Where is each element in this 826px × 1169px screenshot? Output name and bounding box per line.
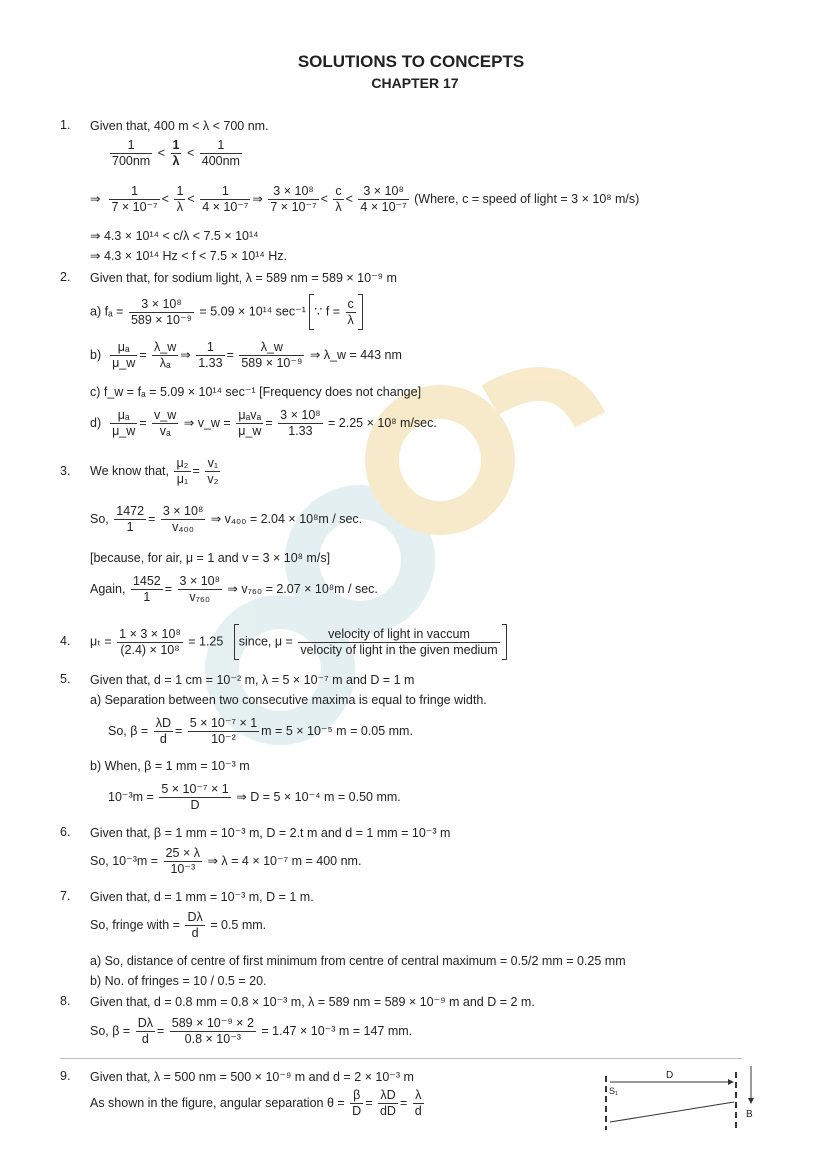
figure-D-arrow-head [728, 1079, 734, 1085]
figure-B-arrow-head [748, 1098, 754, 1104]
problem-3-because: [because, for air, μ = 1 and v = 3 × 10⁸ m/s] [90, 551, 331, 565]
problem-number: 5. [60, 672, 71, 686]
problem-9-shown: As shown in the figure, angular separation θ = $\frac{\beta}{D}$ = $\frac{\lambda D}{dD}$ = $\frac{\lambda}{d}$ [90, 1088, 422, 1118]
problem-number: 8. [60, 994, 71, 1008]
figure-label-S1: S₁ [609, 1086, 619, 1096]
problem-8-given: Given that, d = 0.8 mm = 0.8 × 10⁻³ m, λ = 589 nm = 589 × 10⁻⁹ m and D = 2 m. [90, 995, 535, 1009]
problem-6-given: Given that, β = 1 mm = 10⁻³ m, D = 2.t m and d = 1 mm = 10⁻³ m [90, 826, 451, 840]
figure-label-D: D [666, 1070, 674, 1081]
problem-7-a: a) So, distance of centre of first minimum from centre of central maximum = 0.5/2 mm = 0.25 mm [90, 954, 626, 968]
problem-2-c: c) f_w = fₐ = 5.09 × 10¹⁴ sec⁻¹ [Frequency does not change] [90, 385, 422, 399]
problem-number: 6. [60, 825, 71, 839]
figure-label-B: B [746, 1109, 753, 1120]
problem-6-so: So, 10⁻³m = $\frac{25 \times \lambda}{\text{10⁻³}}$ ⇒ λ = 4 × 10⁻⁷ m = 400 nm. [90, 846, 362, 876]
problem-5-so: So, β = $\frac{\lambda D}{d}$ = $\frac{\text{5 × 10⁻⁷ × 1}}{\text{10⁻²}}$ m = 5 × 10⁻⁵ m = 0.05 mm. [108, 716, 413, 746]
problem-number: 2. [60, 270, 71, 284]
problem-3-again: Again, $\frac{1452}{1}$ = $\frac{\text{3 × 10⁸}}{\text{v₇₆₀}}$ ⇒ v₇₆₀ = 2.07 × 10⁸m / sec. [90, 574, 378, 604]
divider [60, 1058, 742, 1059]
figure-ray [610, 1102, 734, 1122]
problem-3-so: So, $\frac{1472}{1}$ = $\frac{\text{3 × 10⁸}}{\text{v₄₀₀}}$ ⇒ v₄₀₀ = 2.04 × 10⁸m / sec. [90, 504, 363, 534]
problem-7-given: Given that, d = 1 mm = 10⁻³ m, D = 1 m. [90, 890, 314, 904]
problem-7-so: So, fringe with = $\frac{D\lambda}{d}$ = 0.5 mm. [90, 910, 267, 940]
page-title: SOLUTIONS TO CONCEPTS [297, 52, 525, 71]
problem-2-b: b) $\frac{\text{μₐ}}{\mu\_w}$ = $\frac{\lambda\_w}{\text{λₐ}}$ ⇒ $\frac{1}{1.33}$ = $\frac{\lambda\_w}{\text{589 × 10⁻⁹}}$ ⇒ λ_w = 443 nm [90, 340, 402, 370]
problem-2-given: Given that, for sodium light, λ = 589 nm = 589 × 10⁻⁹ m [90, 271, 397, 285]
problem-5-b: b) When, β = 1 mm = 10⁻³ m [90, 759, 250, 773]
problem-2-a: a) fₐ = $\frac{\text{3 × 10⁸}}{\text{589 × 10⁻⁹}}$ = 5.09 × 10¹⁴ sec⁻¹ ∵ f = $\frac{c}{\lambda}$ [90, 294, 363, 330]
problem-number: 7. [60, 889, 71, 903]
problem-3-know: We know that, $\frac{\text{μ₂}}{\text{μ₁}}$ = $\frac{\text{v₁}}{\text{v₂}}$ [90, 456, 219, 486]
problem-1-inequality: $\frac{1}{700nm}$ < $\frac{1}{\lambda}$ < $\frac{1}{400nm}$ [112, 138, 240, 168]
problem-7-b: b) No. of fringes = 10 / 0.5 = 20. [90, 974, 267, 988]
interference-figure [600, 1062, 780, 1132]
problem-1-given: Given that, 400 m < λ < 700 nm. [90, 119, 269, 133]
problem-number: 3. [60, 464, 71, 478]
problem-5-b-calc: 10⁻³m = $\frac{\text{5 × 10⁻⁷ × 1}}{D}$ ⇒ D = 5 × 10⁻⁴ m = 0.50 mm. [108, 782, 401, 812]
watermark-arc [490, 384, 590, 420]
problem-4-equation: μₜ = $\frac{\text{1 × 3 × 10⁸}}{\text{(2.4) × 10⁸}}$ = 1.25 since, μ = velocity of light in vaccum velocity of light in the given medium [90, 624, 507, 660]
problem-number: 9. [60, 1069, 71, 1083]
problem-8-so: So, β = $\frac{D\lambda}{d}$ = $\frac{\text{589 × 10⁻⁹ × 2}}{\text{0.8 × 10⁻³}}$ = 1.47 × 10⁻³ m = 147 mm. [90, 1016, 413, 1046]
problem-number: 1. [60, 118, 71, 132]
problem-5-a: a) Separation between two consecutive maxima is equal to fringe width. [90, 693, 487, 707]
problem-1-step-4: ⇒ 4.3 × 10¹⁴ Hz < f < 7.5 × 10¹⁴ Hz. [90, 249, 288, 263]
problem-2-d: d) $\frac{\text{μₐ}}{\mu\_w}$ = $\frac{v\_w}{\text{vₐ}}$ ⇒ v_w = μₐvₐ μ_w = $\frac{\text{3 × 10⁸}}{1.33}$ = 2.25 × 10⁸ m/sec. [90, 408, 437, 438]
problem-5-given: Given that, d = 1 cm = 10⁻² m, λ = 5 × 10⁻⁷ m and D = 1 m [90, 673, 415, 687]
chapter-title: CHAPTER 17 [371, 75, 459, 91]
problem-1-step-3: ⇒ 4.3 × 10¹⁴ < c/λ < 7.5 × 10¹⁴ [90, 229, 259, 243]
problem-1-step-2: ⇒ $\frac{1}{\text{7 × 10⁻⁷}}$ < $\frac{1}{\lambda}$ < $\frac{1}{\text{4 × 10⁻⁷}}$ ⇒ $\frac{\text{3 × 10⁸}}{\text{7 × 10⁻⁷}}$ < $\frac{c}{\lambda}$ < $\frac{\text{3 × 10⁸}}{\text{4 × 10⁻⁷}}$ (Where, c = speed of light = 3 × 10⁸ m/s) [90, 184, 640, 214]
problem-number: 4. [60, 634, 71, 648]
problem-9-given: Given that, λ = 500 nm = 500 × 10⁻⁹ m and d = 2 × 10⁻³ m [90, 1070, 414, 1084]
